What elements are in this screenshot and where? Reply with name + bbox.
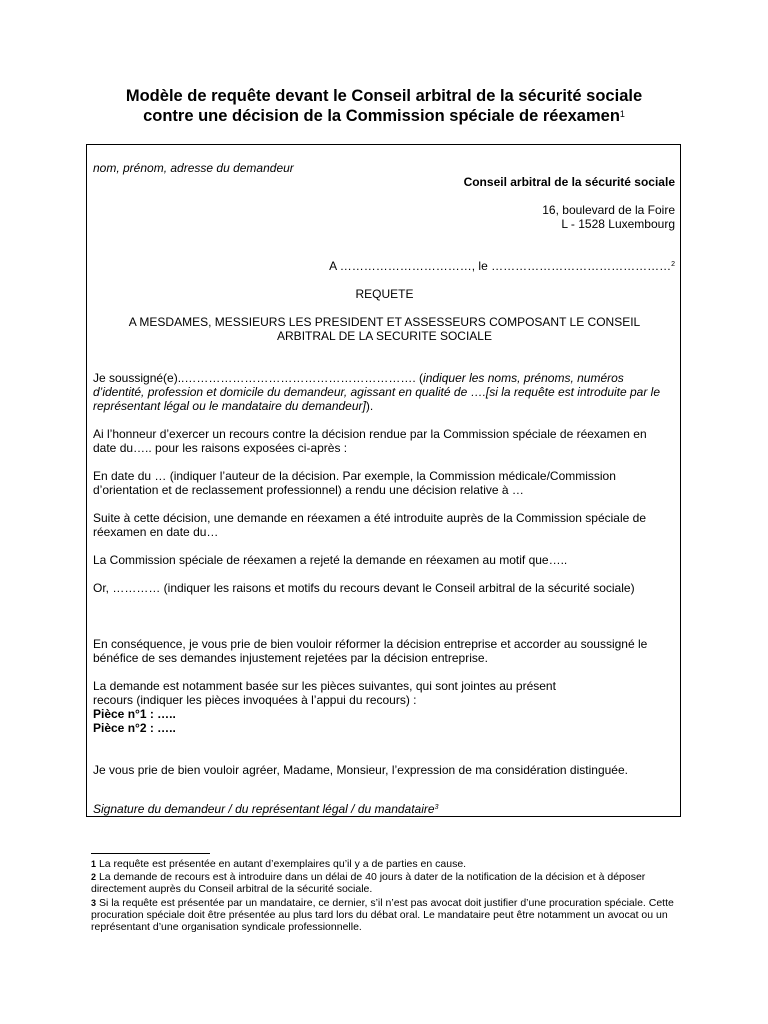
footnote-ref-1: 1: [619, 109, 625, 119]
place-date-line: A ……………………………, le ………………………………………$^2$: [329, 259, 675, 273]
attachment-item-1: Pièce n°1 : …..: [93, 707, 176, 721]
closing-formula: Je vous prie de bien vouloir agréer, Madame, Monsieur, l’expression de ma considération distinguée.: [93, 763, 628, 777]
recipient-address-line-1: 16, boulevard de la Foire: [542, 203, 675, 217]
addressee-line-1: A MESDAMES, MESSIEURS LES PRESIDENT ET ASSESSEURS COMPOSANT LE CONSEIL: [128, 315, 641, 329]
applicant-placeholder: nom, prénom, adresse du demandeur: [93, 161, 294, 175]
paragraph-decision-date: En date du … (indiquer l’auteur de la décision. Par exemple, la Commission médicale/Commission d’orientation et de reclassement professionnel) a rendu une décision relative à …: [93, 469, 616, 497]
recipient-address-line-2: L - 1528 Luxembourg: [561, 217, 675, 231]
paragraph-attachments-line-2: recours (indiquer les pièces invoquées à l’appui du recours) :: [93, 693, 417, 707]
title-line-1: Modèle de requête devant le Conseil arbitral de la sécurité sociale: [125, 87, 643, 105]
paragraph-review-request: Suite à cette décision, une demande en réexamen a été introduite auprès de la Commission spéciale de réexamen en date du…: [93, 511, 647, 539]
attachment-item-2: Pièce n°2 : …..: [93, 721, 176, 735]
paragraph-undersigned: Je soussigné(e)..…………………………………………………. (indiquer les noms, prénoms, numéros d’identité, profession et domicile du demandeur, agissant en qualité de ….[si la requête est introduite par le représentant légal ou le mandataire du demandeur]).: [93, 371, 661, 413]
paragraph-grounds: Or, ………… (indiquer les raisons et motifs du recours devant le Conseil arbitral de la sécurité sociale): [93, 581, 635, 595]
paragraph-attachments-line-1: La demande est notamment basée sur les pièces suivantes, qui sont jointes au présent: [93, 679, 556, 693]
footnote-2: 2 La demande de recours est à introduire dans un délai de 40 jours à dater de la notification de la décision et à déposer directement auprès du Conseil arbitral de la sécurité sociale.: [91, 871, 646, 895]
title-line-2: contre une décision de la Commission spéciale de réexamen$^1$: [143, 107, 625, 125]
footnote-3: 3 Si la requête est présentée par un mandataire, ce dernier, s’il n’est pas avocat doit justifier d’une procuration spéciale. Cette procuration spéciale doit être présentée au plus tard lors du débat oral. Le mandataire peut être notamment un avocat ou un représentant d’une organisation syndicale professionnelle.: [91, 897, 674, 933]
footnote-ref-3: 3: [434, 804, 439, 811]
request-heading: REQUETE: [355, 287, 414, 301]
document-title: [60, 86, 708, 126]
signature-line: Signature du demandeur / du représentant légal / du mandataire$^3$: [93, 802, 439, 816]
paragraph-appeal: Ai l’honneur d’exercer un recours contre la décision rendue par la Commission spéciale de réexamen en date du….. pour les raisons exposées ci-après :: [93, 427, 647, 455]
paragraph-conclusion: En conséquence, je vous prie de bien vouloir réformer la décision entreprise et accorder au soussigné le bénéfice de ses demandes injustement rejetées par la décision entreprise.: [93, 637, 648, 665]
footnote-ref-2: 2: [671, 261, 675, 268]
paragraph-rejection: La Commission spéciale de réexamen a rejeté la demande en réexamen au motif que…..: [93, 553, 568, 567]
footnote-separator: [91, 853, 210, 854]
recipient-name: Conseil arbitral de la sécurité sociale: [463, 175, 675, 189]
footnote-1: 1 La requête est présentée en autant d’exemplaires qu’il y a de parties en cause.: [91, 858, 467, 870]
addressee-line-2: ARBITRAL DE LA SECURITE SOCIALE: [277, 329, 492, 343]
request-form-box: [86, 144, 681, 817]
